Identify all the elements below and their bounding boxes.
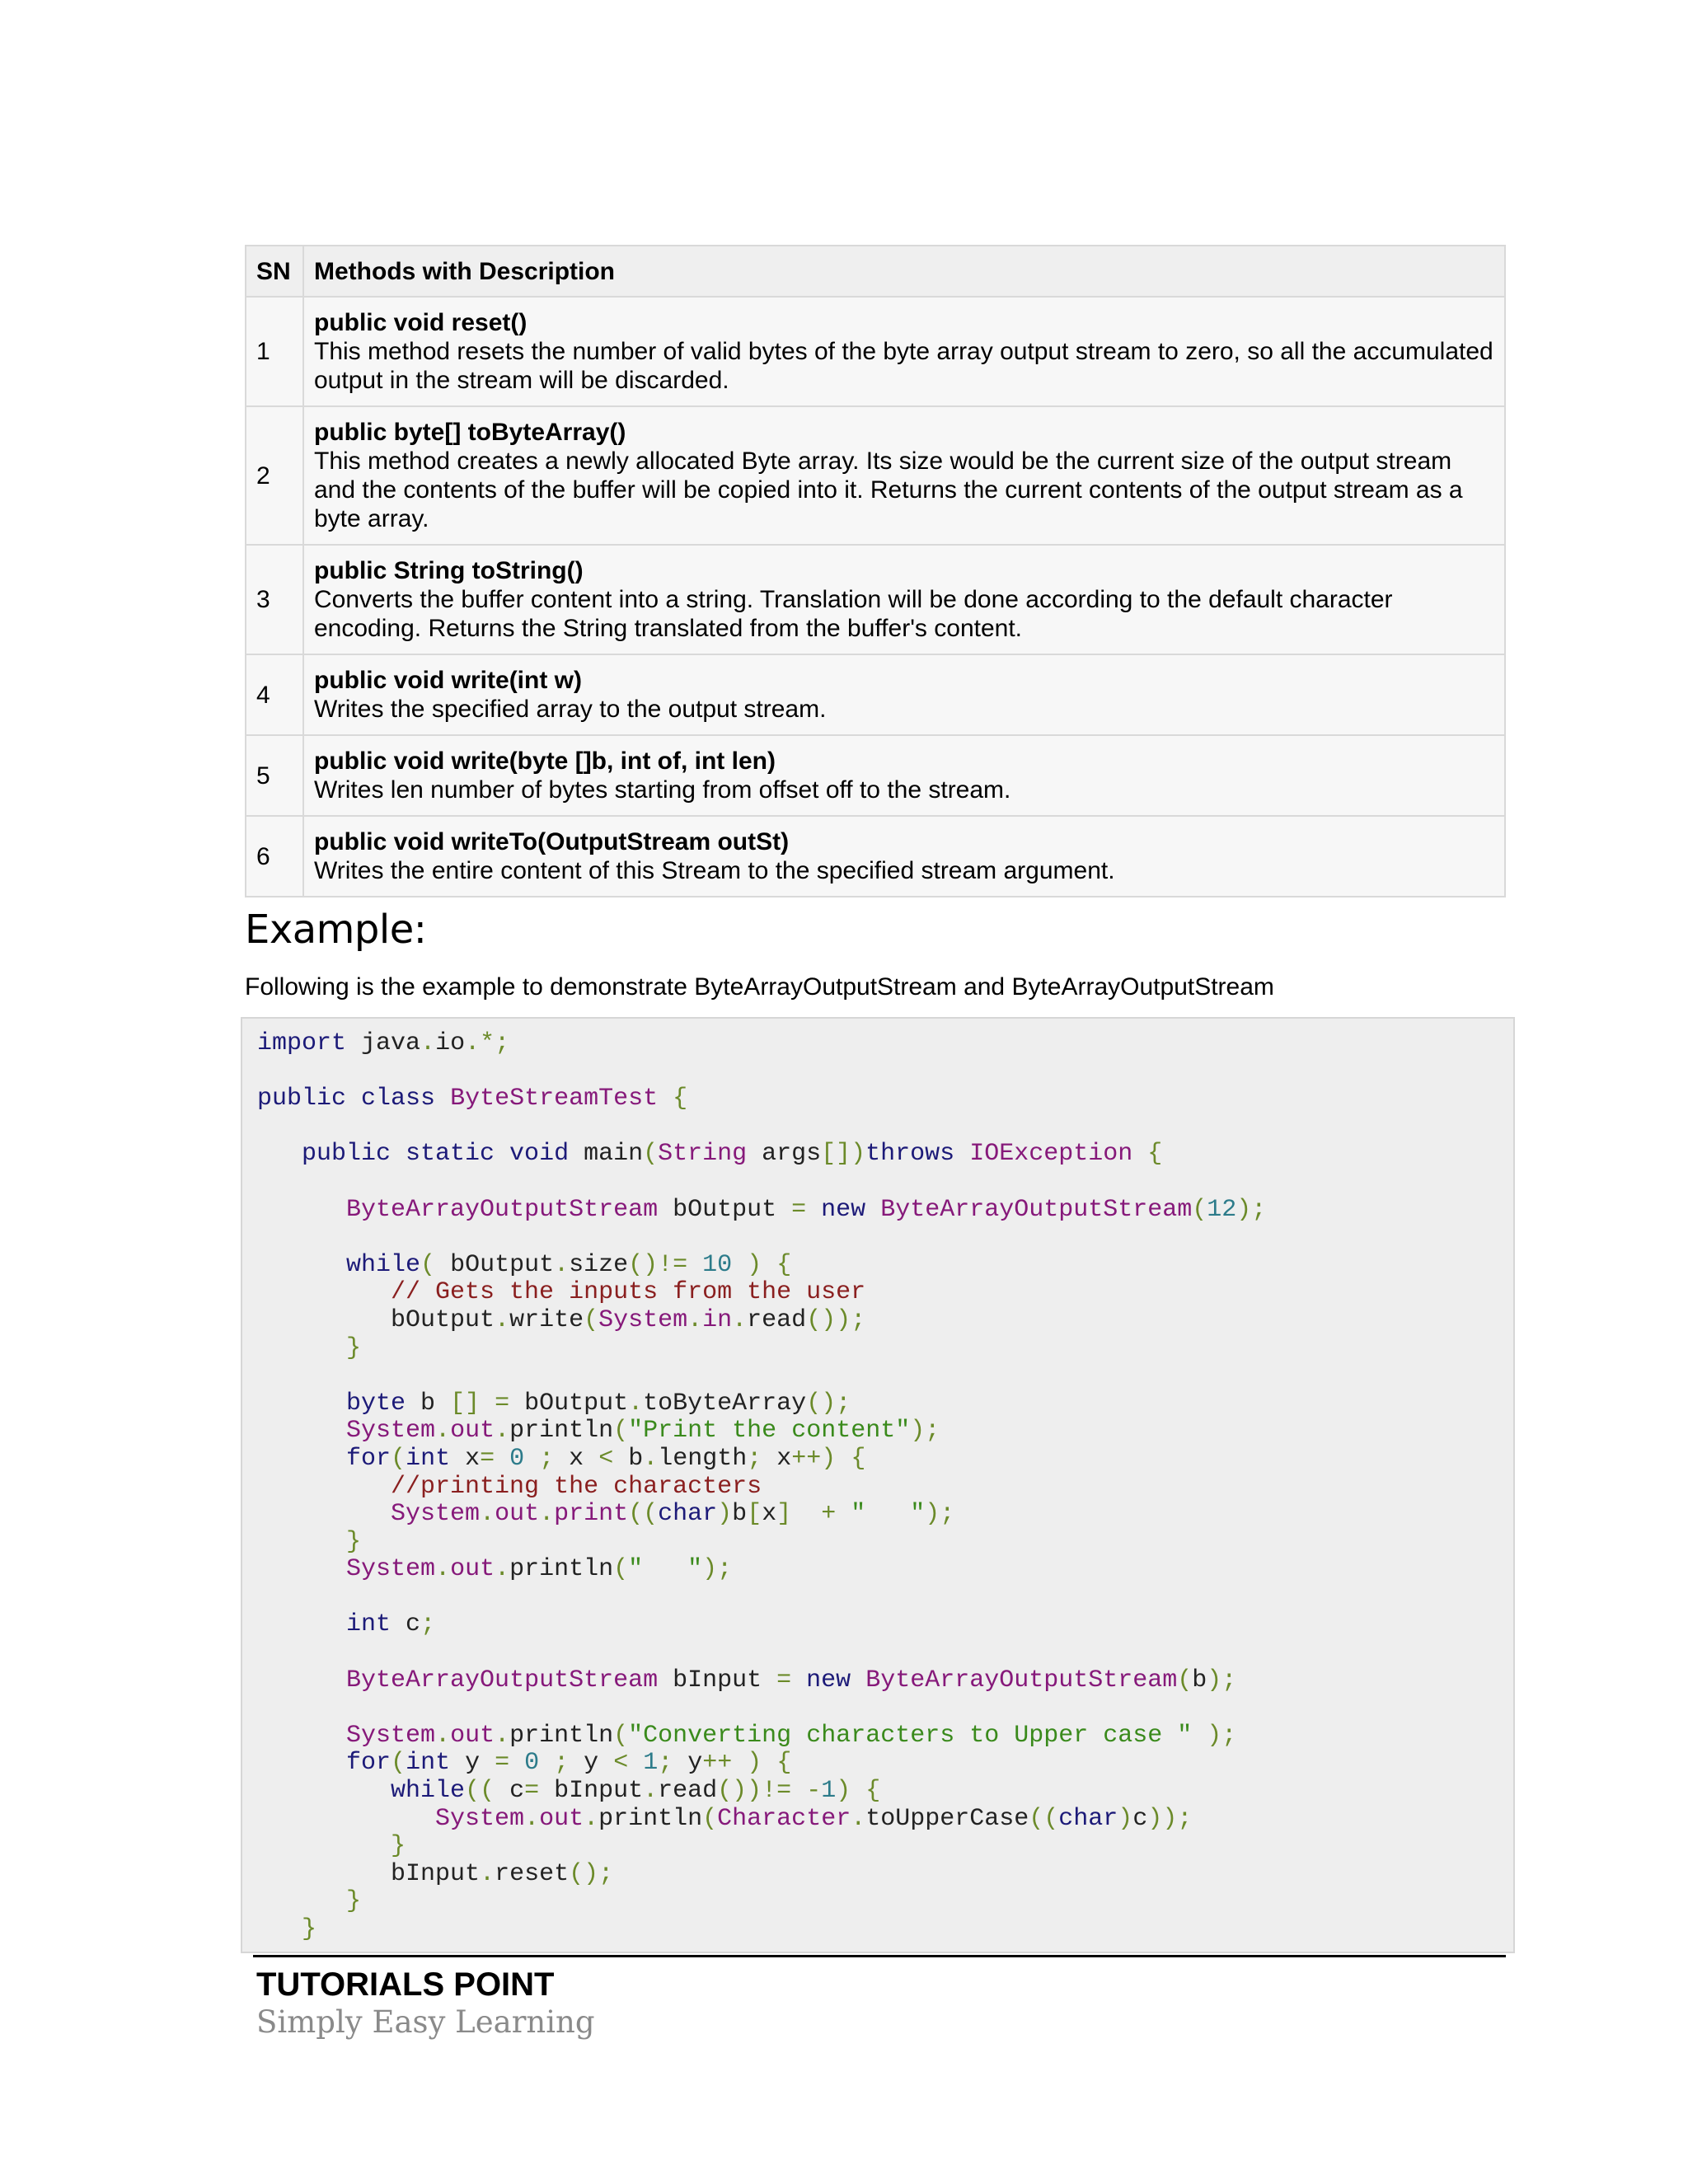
code-token	[687, 1251, 702, 1279]
code-token: .	[480, 1859, 495, 1888]
code-token: =	[524, 1777, 540, 1806]
code-token: ByteArrayOutputStream	[346, 1666, 659, 1694]
code-token: System	[598, 1305, 688, 1334]
code-token: 1	[643, 1749, 659, 1778]
code-token: "Print the content"	[628, 1417, 911, 1446]
code-token: .	[539, 1500, 555, 1529]
method-signature: public String toString()	[314, 557, 584, 584]
code-token: println	[509, 1721, 614, 1750]
code-token	[954, 1140, 969, 1168]
code-token: java	[346, 1029, 421, 1057]
code-token	[509, 1749, 524, 1777]
code-token: c	[1132, 1804, 1148, 1833]
code-token: println	[598, 1804, 703, 1833]
code-token: ((	[465, 1777, 495, 1806]
footer-tagline: Simply Easy Learning	[256, 2004, 595, 2040]
code-token: toByteArray	[643, 1389, 807, 1418]
code-token	[628, 1749, 643, 1777]
code-token: .	[435, 1555, 451, 1584]
code-token: bOutput	[658, 1195, 792, 1224]
table-row	[246, 654, 1505, 735]
code-token: throws	[865, 1140, 955, 1169]
code-token: ()!=	[628, 1250, 688, 1279]
code-token	[539, 1749, 554, 1777]
footer-brand: TUTORIALS POINT	[256, 1966, 555, 2003]
footer-divider	[253, 1955, 1506, 1957]
code-token	[257, 1749, 346, 1777]
code-token: =	[791, 1195, 807, 1224]
code-token: <	[613, 1749, 629, 1778]
code-token: .	[643, 1777, 659, 1806]
code-token: )	[1118, 1804, 1133, 1833]
code-token: bOutput	[257, 1305, 495, 1334]
row-sn: 2	[246, 406, 303, 545]
code-token: }	[346, 1333, 362, 1362]
code-token	[257, 1666, 346, 1694]
code-token: ;	[539, 1444, 555, 1473]
code-token	[257, 1555, 346, 1583]
code-token: );	[1207, 1666, 1237, 1694]
code-token	[851, 1666, 865, 1694]
code-block	[241, 1017, 1515, 1953]
code-token: .	[480, 1500, 495, 1529]
code-token: ByteStreamTest	[450, 1085, 659, 1113]
code-token: .	[643, 1444, 659, 1473]
code-token: io	[435, 1029, 466, 1057]
code-token: size	[569, 1250, 629, 1279]
code-token: .	[495, 1417, 510, 1446]
code-token	[791, 1500, 821, 1528]
code-token: out	[495, 1500, 540, 1529]
code-token: y	[673, 1749, 703, 1778]
code-token	[257, 1278, 391, 1306]
code-token: }	[391, 1832, 406, 1861]
code-token: ;	[420, 1610, 436, 1639]
code-token: while	[391, 1777, 466, 1806]
code-token	[257, 1777, 391, 1805]
code-token: length	[658, 1444, 748, 1473]
row-sn: 1	[246, 297, 303, 406]
code-token: out	[450, 1417, 495, 1446]
method-description: Writes the specified array to the output stream.	[314, 696, 827, 723]
row-method	[303, 545, 1505, 654]
code-token: <	[598, 1444, 614, 1473]
method-signature: public void write(int w)	[314, 667, 582, 694]
code-token: 0	[524, 1749, 540, 1778]
code-token: char	[658, 1500, 718, 1529]
code-token: reset	[495, 1859, 570, 1888]
method-signature: public byte[] toByteArray()	[314, 419, 626, 446]
code-token: .	[435, 1721, 451, 1750]
code-token	[257, 1334, 346, 1362]
code-token: 1	[821, 1777, 837, 1806]
code-token: );	[910, 1417, 940, 1446]
code-token: .	[584, 1804, 599, 1833]
code-token: // Gets the inputs from the user	[391, 1278, 866, 1307]
code-token: println	[509, 1417, 614, 1446]
code-token: x	[762, 1444, 792, 1473]
code-token: ++	[702, 1749, 733, 1778]
code-token	[851, 1777, 865, 1805]
code-token	[806, 1196, 821, 1224]
code-token: write	[509, 1305, 584, 1334]
code-token: read	[747, 1305, 807, 1334]
method-description: Writes the entire content of this Stream to the specified stream argument.	[314, 857, 1115, 884]
code-token: c	[495, 1777, 525, 1806]
code-token	[257, 1805, 435, 1833]
code-token: for	[346, 1749, 392, 1778]
code-token: .	[851, 1804, 866, 1833]
code-token	[732, 1749, 747, 1777]
table-row	[246, 297, 1505, 406]
code-token: " "	[851, 1500, 926, 1529]
code-token	[1132, 1140, 1147, 1168]
code-token	[836, 1445, 851, 1473]
code-token: out	[539, 1804, 584, 1833]
code-token	[836, 1500, 851, 1528]
row-sn: 4	[246, 654, 303, 735]
code-token: main	[569, 1140, 644, 1169]
code-token: (	[420, 1250, 436, 1279]
code-token: (	[702, 1804, 718, 1833]
code-token: -	[806, 1777, 822, 1806]
code-token: );	[1236, 1195, 1267, 1224]
code-token: []	[450, 1389, 481, 1418]
code-token	[762, 1251, 776, 1279]
table-row	[246, 816, 1505, 897]
row-method	[303, 406, 1505, 545]
code-token: out	[450, 1721, 495, 1750]
example-intro-text: Following is the example to demonstrate ByteArrayOutputStream and ByteArrayOutputStream	[245, 973, 1274, 1001]
code-token: read	[658, 1777, 718, 1806]
code-token: =	[495, 1389, 510, 1418]
code-token: .	[687, 1305, 703, 1334]
code-token	[257, 1887, 346, 1915]
code-token: x	[762, 1500, 777, 1529]
code-token: int	[406, 1749, 451, 1778]
code-token: ByteArrayOutputStream	[880, 1195, 1193, 1224]
code-token: ;	[658, 1749, 673, 1778]
code-token	[495, 1445, 509, 1473]
code-token: c	[391, 1610, 421, 1639]
code-token: .	[435, 1417, 451, 1446]
code-token	[257, 1196, 346, 1224]
code-token	[257, 1140, 302, 1168]
code-token: (	[643, 1140, 659, 1169]
code-token: "Converting characters to Upper case "	[628, 1721, 1193, 1750]
code-token: import	[257, 1029, 347, 1057]
code-token: b	[613, 1444, 644, 1473]
code-token: println	[509, 1555, 614, 1584]
code-token: )	[717, 1500, 733, 1529]
code-token	[257, 1610, 346, 1638]
code-token	[865, 1196, 880, 1224]
code-token: (	[391, 1444, 406, 1473]
code-token	[257, 1500, 391, 1528]
row-sn: 6	[246, 816, 303, 897]
column-header-methods: Methods with Description	[303, 246, 1505, 297]
table-row	[246, 406, 1505, 545]
code-token: print	[554, 1500, 629, 1529]
code-token	[257, 1832, 391, 1860]
code-token: in	[702, 1305, 733, 1334]
method-signature: public void writeTo(OutputStream outSt)	[314, 828, 790, 855]
code-token: bInput	[539, 1777, 644, 1806]
code-token	[524, 1445, 539, 1473]
code-token	[257, 1390, 346, 1418]
code-token: b	[732, 1500, 748, 1529]
row-sn: 3	[246, 545, 303, 654]
code-token: );	[702, 1555, 733, 1584]
code-token: ++)	[791, 1444, 837, 1473]
code-token: ByteArrayOutputStream	[346, 1195, 659, 1224]
methods-table-body	[246, 297, 1505, 897]
code-token	[1192, 1722, 1207, 1750]
code-token: b	[406, 1389, 451, 1418]
code-token	[257, 1528, 346, 1556]
code-token: args	[747, 1140, 822, 1169]
code-token: [	[747, 1500, 762, 1529]
code-token: toUpperCase	[865, 1804, 1029, 1833]
code-token: bOutput	[435, 1250, 555, 1279]
code-token: new	[806, 1666, 851, 1694]
code-token: IOException	[969, 1140, 1133, 1169]
code-token: .	[495, 1305, 510, 1334]
code-token: [])	[821, 1140, 866, 1169]
code-token: ((	[1029, 1804, 1059, 1833]
code-token: ]	[776, 1500, 792, 1529]
code-token: (	[613, 1555, 629, 1584]
code-token	[257, 1722, 346, 1750]
code-token: x	[554, 1444, 599, 1473]
code-token: );	[1207, 1721, 1237, 1750]
code-token: {	[776, 1250, 792, 1279]
code-token	[257, 1417, 346, 1445]
example-heading: Example:	[245, 907, 427, 953]
code-token	[658, 1085, 673, 1113]
code-token: System	[346, 1555, 436, 1584]
code-token	[732, 1251, 747, 1279]
code-token: System	[391, 1500, 481, 1529]
code-token: .	[420, 1029, 436, 1057]
code-token: bInput	[658, 1666, 777, 1694]
code-token: bOutput	[509, 1389, 629, 1418]
method-description: This method creates a newly allocated Byte array. Its size would be the current size of the output stream and the contents of the buffer will be copied into it. Returns the current contents of the output stream as a byte array.	[314, 448, 1463, 532]
code-token	[762, 1749, 776, 1777]
code-token: )	[747, 1250, 762, 1279]
code-token: 0	[509, 1444, 525, 1473]
code-token	[435, 1085, 450, 1113]
code-token: );	[925, 1500, 955, 1529]
code-token: {	[673, 1085, 688, 1113]
code-token: (	[613, 1417, 629, 1446]
code-token: " "	[628, 1555, 703, 1584]
row-method	[303, 735, 1505, 816]
code-token: =	[480, 1444, 495, 1473]
code-token: b	[1192, 1666, 1207, 1694]
code-token: ();	[806, 1389, 851, 1418]
code-token: new	[821, 1195, 866, 1224]
table-row	[246, 545, 1505, 654]
code-token: 12	[1207, 1195, 1237, 1224]
code-token: System	[346, 1417, 436, 1446]
code-token: while	[346, 1250, 421, 1279]
code-token: ())!=	[717, 1777, 792, 1806]
code-token: .*;	[465, 1029, 510, 1057]
table-row	[246, 735, 1505, 816]
code-token: =	[776, 1666, 792, 1694]
method-description: Converts the buffer content into a string. Translation will be done according to the default character encoding. Returns the String translated from the buffer's content.	[314, 586, 1393, 642]
code-token: .	[732, 1305, 748, 1334]
code-token: ();	[569, 1859, 614, 1888]
row-method	[303, 297, 1505, 406]
code-token: {	[776, 1749, 792, 1778]
code-token: y	[450, 1749, 495, 1778]
code-token: .	[628, 1389, 644, 1418]
method-signature: public void reset()	[314, 309, 528, 336]
code-token: //printing the characters	[391, 1472, 762, 1501]
code-token: x	[450, 1444, 481, 1473]
code-token: (	[1177, 1666, 1193, 1694]
methods-table	[245, 245, 1506, 898]
code-token: Character	[717, 1804, 851, 1833]
code-token: 10	[702, 1250, 733, 1279]
code-token: ;	[747, 1444, 762, 1473]
column-header-sn: SN	[246, 246, 303, 297]
method-signature: public void write(byte []b, int of, int len)	[314, 748, 776, 775]
code-token: +	[821, 1500, 837, 1529]
code-token: =	[495, 1749, 510, 1778]
code-token	[257, 1445, 346, 1473]
table-header-row	[246, 246, 1505, 297]
code-token: .	[495, 1555, 510, 1584]
code-token: String	[658, 1140, 748, 1169]
code-token: for	[346, 1444, 392, 1473]
code-listing	[257, 1030, 1266, 1944]
code-token: y	[569, 1749, 614, 1778]
code-token: (	[613, 1721, 629, 1750]
code-token: (	[584, 1305, 599, 1334]
code-token	[257, 1473, 391, 1501]
code-token	[791, 1666, 806, 1694]
row-method	[303, 816, 1505, 897]
code-token: ());	[806, 1305, 866, 1334]
code-token: ));	[1147, 1804, 1193, 1833]
code-token: {	[851, 1444, 866, 1473]
code-token	[791, 1777, 806, 1805]
code-token: (	[391, 1749, 406, 1778]
method-description: This method resets the number of valid bytes of the byte array output stream to zero, so all the accumulated output in the stream will be discarded.	[314, 338, 1493, 394]
row-method	[303, 654, 1505, 735]
code-token: ByteArrayOutputStream	[865, 1666, 1178, 1694]
code-token: )	[747, 1749, 762, 1778]
code-token: char	[1058, 1804, 1118, 1833]
code-token: .	[554, 1250, 570, 1279]
code-token: {	[865, 1777, 881, 1806]
row-sn: 5	[246, 735, 303, 816]
code-token: }	[346, 1527, 362, 1556]
code-token	[257, 1251, 346, 1279]
code-token	[480, 1390, 495, 1418]
code-token: System	[346, 1721, 436, 1750]
code-token: public class	[257, 1085, 436, 1113]
code-token: ;	[554, 1749, 570, 1778]
code-token: int	[406, 1444, 451, 1473]
code-token: }	[346, 1887, 362, 1916]
code-token: .	[524, 1804, 540, 1833]
code-token: int	[346, 1610, 392, 1639]
code-token: ((	[628, 1500, 659, 1529]
code-token: {	[1147, 1140, 1163, 1169]
code-token: (	[1192, 1195, 1207, 1224]
code-token	[257, 1915, 302, 1943]
code-token: .	[495, 1721, 510, 1750]
method-description: Writes len number of bytes starting from offset off to the stream.	[314, 776, 1011, 804]
code-token: public static void	[302, 1140, 570, 1169]
code-token: bInput	[257, 1859, 481, 1888]
code-token: System	[435, 1804, 525, 1833]
code-token: )	[836, 1777, 851, 1806]
code-token: byte	[346, 1389, 406, 1418]
code-token: }	[302, 1915, 317, 1943]
code-token: out	[450, 1555, 495, 1584]
